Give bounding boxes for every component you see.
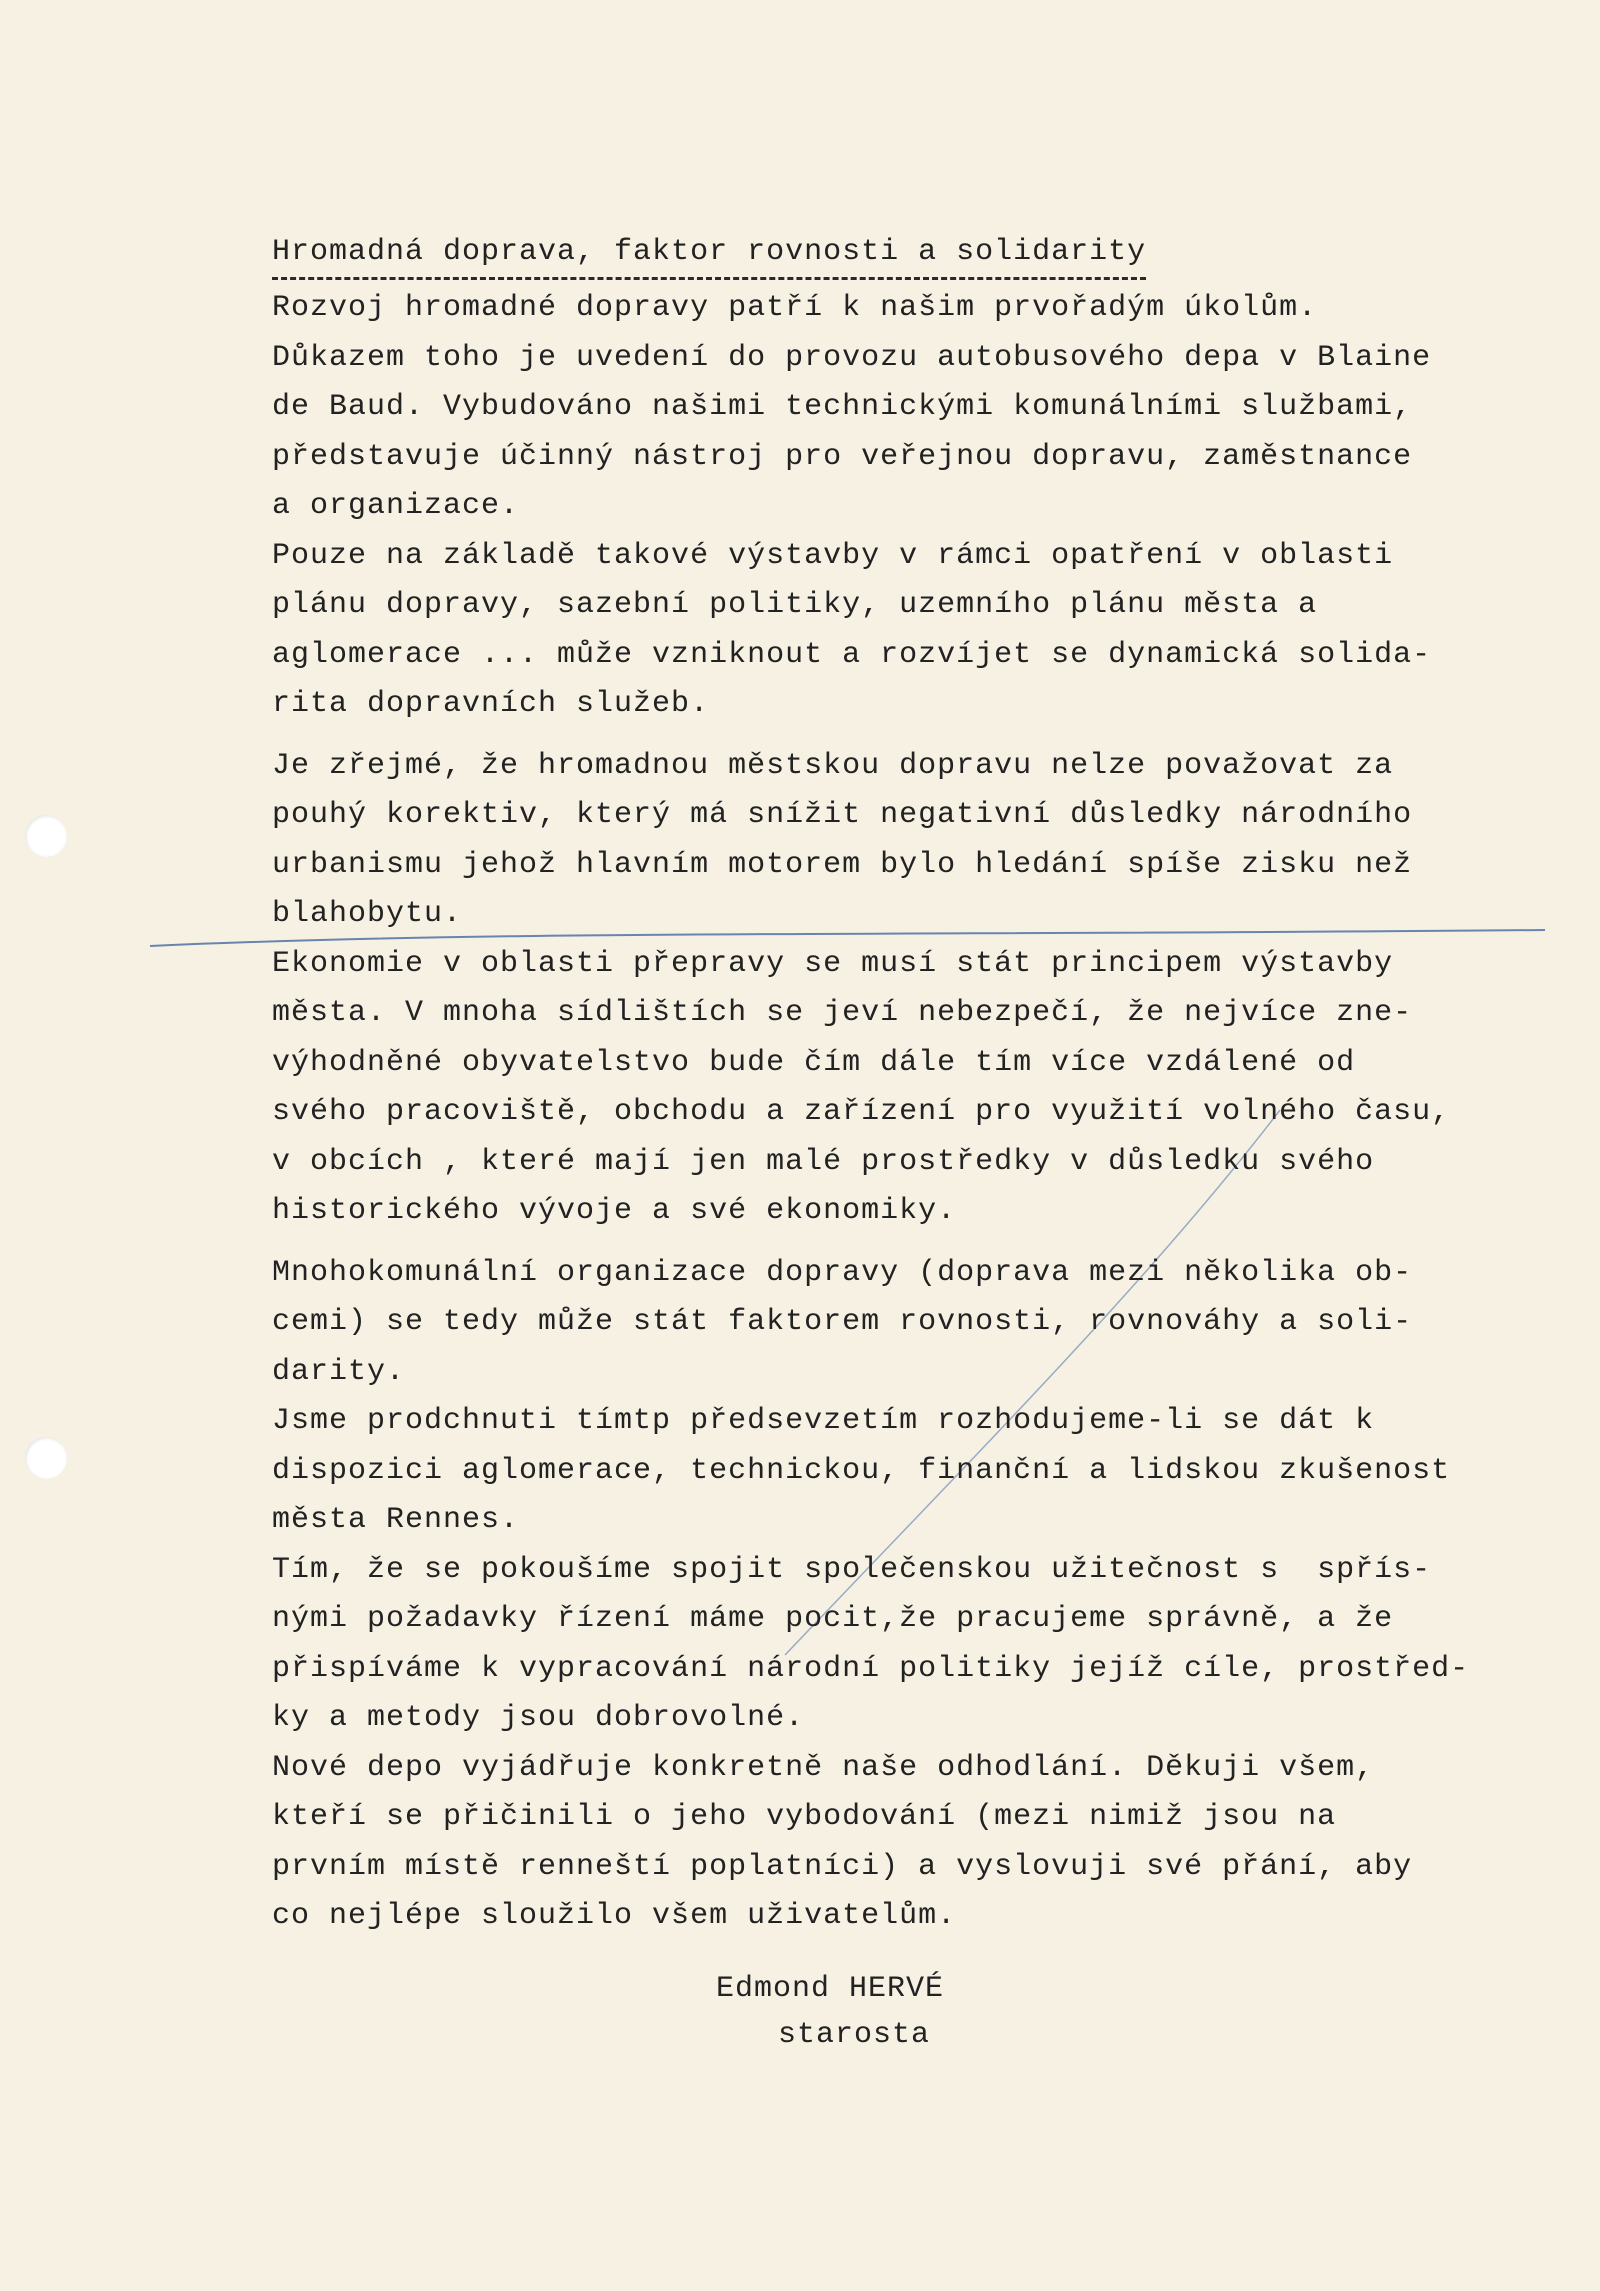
text-line: aglomerace ... může vzniknout a rozvíjet se dynamická solida- bbox=[272, 637, 1432, 672]
text-line: co nejlépe sloužilo všem uživatelům. bbox=[272, 1899, 957, 1933]
signature-name: Edmond HERVÉ bbox=[716, 1972, 945, 2006]
paragraph-4 bbox=[272, 940, 1552, 1237]
text-line: prvním místě renneští poplatníci) a vyslovuji své přání, aby bbox=[272, 1849, 1413, 1884]
text-line: Tím, že se pokoušíme spojit společenskou užitečnost s spřís- bbox=[272, 1552, 1432, 1587]
text-line: v obcích , které mají jen malé prostředky v důsledku svého bbox=[272, 1144, 1375, 1179]
punch-hole-bottom bbox=[25, 1437, 67, 1479]
text-line: Rozvoj hromadné dopravy patří k našim prvořadým úkolům. bbox=[272, 291, 1318, 325]
text-line: darity. bbox=[272, 1354, 406, 1389]
text-line: Mnohokomunální organizace dopravy (doprava mezi několika ob- bbox=[272, 1255, 1413, 1290]
text-line: cemi) se tedy může stát faktorem rovnosti, rovnováhy a soli- bbox=[272, 1305, 1413, 1339]
text-line: kteří se přičinili o jeho vybodování (mezi nimiž jsou na bbox=[272, 1800, 1337, 1834]
text-line: svého pracoviště, obchodu a zařízení pro využití volného času, bbox=[272, 1095, 1451, 1129]
text-line: historického vývoje a své ekonomiky. bbox=[272, 1194, 957, 1228]
text-line: plánu dopravy, sazební politiky, uzemního plánu města a bbox=[272, 588, 1318, 622]
paragraph-8 bbox=[272, 1744, 1552, 1942]
text-line: rita dopravních služeb. bbox=[272, 687, 710, 721]
text-line: města Rennes. bbox=[272, 1503, 520, 1537]
text-line: blahobytu. bbox=[272, 897, 463, 931]
paragraph-1 bbox=[272, 284, 1552, 532]
text-line: pouhý korektiv, který má snížit negativní důsledky národního bbox=[272, 798, 1413, 832]
text-line: nými požadavky řízení máme pocit,že pracujeme správně, a že bbox=[272, 1602, 1394, 1636]
punch-hole-top bbox=[25, 815, 67, 857]
text-line: představuje účinný nástroj pro veřejnou dopravu, zaměstnance bbox=[272, 439, 1413, 474]
text-line: dispozici aglomerace, technickou, finanční a lidskou zkušenost bbox=[272, 1453, 1451, 1488]
text-line: Nové depo vyjádřuje konkretně naše odhodlání. Děkuji všem, bbox=[272, 1750, 1375, 1785]
text-line: výhodněné obyvatelstvo bude čím dále tím více vzdálené od bbox=[272, 1045, 1356, 1080]
signature-block bbox=[716, 1966, 944, 2058]
text-line: města. V mnoha sídlištích se jeví nebezpečí, že nejvíce zne- bbox=[272, 996, 1413, 1030]
document-title: Hromadná doprava, faktor rovnosti a solidarity bbox=[272, 229, 1146, 280]
paragraph-2 bbox=[272, 532, 1552, 730]
text-line: ky a metody jsou dobrovolné. bbox=[272, 1701, 805, 1735]
text-line: Je zřejmé, že hromadnou městskou dopravu nelze považovat za bbox=[272, 748, 1394, 783]
text-line: Jsme prodchnuti tímtp předsevzetím rozhodujeme-li se dát k bbox=[272, 1404, 1375, 1438]
text-line: urbanismu jehož hlavním motorem bylo hledání spíše zisku než bbox=[272, 847, 1413, 882]
text-line: Pouze na základě takové výstavby v rámci opatření v oblasti bbox=[272, 538, 1394, 573]
text-line: přispíváme k vypracování národní politiky jejíž cíle, prostřed- bbox=[272, 1651, 1470, 1686]
paragraph-5 bbox=[272, 1249, 1552, 1398]
paragraph-3 bbox=[272, 742, 1552, 940]
text-line: a organizace. bbox=[272, 489, 520, 523]
text-line: Důkazem toho je uvedení do provozu autobusového depa v Blaine bbox=[272, 340, 1432, 375]
text-line: Ekonomie v oblasti přepravy se musí stát principem výstavby bbox=[272, 946, 1394, 981]
typed-letter-body bbox=[272, 228, 1552, 1942]
paragraph-7 bbox=[272, 1546, 1552, 1744]
paragraph-6 bbox=[272, 1397, 1552, 1546]
signature-role: starosta bbox=[778, 2018, 931, 2052]
text-line: de Baud. Vybudováno našimi technickými komunálními službami, bbox=[272, 390, 1413, 424]
